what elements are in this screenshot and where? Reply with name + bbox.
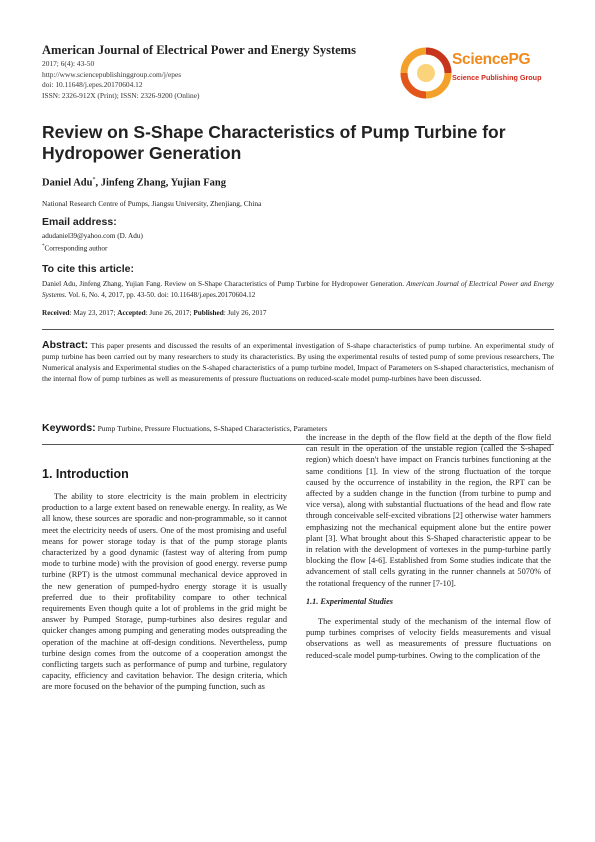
other-authors: , Jinfeng Zhang, Yujian Fang bbox=[95, 177, 226, 189]
article-dates bbox=[42, 309, 266, 317]
published-label: Published bbox=[193, 309, 224, 317]
meta-issn: ISSN: 2326-912X (Print); ISSN: 2326-9200 (Online) bbox=[42, 90, 200, 100]
affiliation: National Research Centre of Pumps, Jiangsu University, Zhenjiang, China bbox=[42, 199, 262, 208]
corresponding-mark: * bbox=[92, 177, 96, 183]
paper-title: Review on S-Shape Characteristics of Pump Turbine for Hydropower Generation bbox=[42, 122, 506, 163]
cite-heading: To cite this article: bbox=[42, 263, 134, 275]
logo-tagline: Science Publishing Group bbox=[452, 73, 542, 82]
sciencepg-logo bbox=[400, 45, 550, 101]
subsection-heading: 1.1. Experimental Studies bbox=[306, 596, 393, 606]
citation-journal: American Journal of Electrical Power and Energy Systems bbox=[42, 280, 554, 299]
abstract-label: Abstract: bbox=[42, 339, 89, 351]
paragraph: The experimental study of the mechanism of the internal flow of pump turbines comprises of velocity fields measurements and visual observations as well as measurements of pressure fluctuations on reduced-scale model pump-turbines. Owing to the complication of the bbox=[306, 617, 551, 660]
right-column bbox=[306, 432, 551, 661]
left-column bbox=[42, 491, 287, 693]
email-heading: Email address: bbox=[42, 216, 117, 228]
logo-ring-icon bbox=[400, 47, 452, 99]
corresponding-note: Corresponding author bbox=[44, 243, 108, 252]
abstract-text: This paper presents and discussed the results of an experimental investigation of S-shape characteristics of pump turbine. An experimental study of pump turbine has been carried out by many researchers to study its characteristics. By using the experimental results of tested pump of some previous researchers, The Numerical analysis and Experimental studies on the S-shaped characteristics of a pump turbine model, Impact of Parameters on S-shaped characteristics, mechanism of the internal flow of pump turbines as well as measurements of pressure fluctuations on reduced-scale model pump-turbines have been discussed. bbox=[42, 341, 554, 383]
paragraph: The ability to store electricity is the main problem in electricity production to a large extent based on renewable energy. In reality, as We all know, these sources are sporadic and non-programmable, so it cannot meet the electricity needs of users. One of the most promising and useful means for power storage today is that of the pump storage plants characterized by a good dynamic (fastest way of altering from pump mode to turbine mode) with the provision of good energy. reverse pump turbine (RPT) is the utmost communal mechanical device approved in the new generation of pumped-hydro energy storage it is usually preferred due to their profitability compare to other technical requirements Even though quite a lot of problems in the grid might be answer by Pumped Storage, pump-turbines also desires regular and quicker changes among pumping and generating modes outspreading the operation of the machine at off-design conditions. Nevertheless, pump turbine design comes from the outcome of a cooperation amongst the conflicting targets such as performance of pump and turbine, regulatory capacity, efficiency and cavitation behavior. The design criteria, which are more focused on the behavior of the pumping function, such as bbox=[42, 492, 287, 692]
section-heading-introduction: 1. Introduction bbox=[42, 467, 129, 481]
journal-meta bbox=[42, 59, 199, 101]
logo-wordmark: SciencePG bbox=[452, 51, 531, 68]
corresponding-note-mark: * bbox=[42, 243, 45, 249]
divider-top bbox=[42, 329, 554, 330]
meta-url: http://www.sciencepublishinggroup.com/j/epes bbox=[42, 69, 182, 79]
keywords-text: Pump Turbine, Pressure Fluctuations, S-Shaped Characteristics, Parameters bbox=[95, 424, 328, 433]
email-address[interactable]: adudaniel39@yahoo.com (D. Adu) bbox=[42, 232, 143, 240]
citation bbox=[42, 279, 554, 301]
email-block bbox=[42, 231, 143, 253]
accepted-date: : June 26, 2017; bbox=[145, 309, 194, 317]
paragraph: the increase in the depth of the flow field at the depth of the flow field can result in the operation of the unstable region (called the S-shaped region) which doesn't have impact on Francis turbines functioning at the same conditions [1]. In view of the strong fluctuation of the torque caused by the occurrence of instability in the region, the RPT can be affected by a sudden change in the function (from turbine to pump and vice versa), along with substantial fluctuations of the head and flow rate through conceivable self-excited vibrations [2] otherwise water hammers emphasizing not the mechanical equipment alone but the entire power plant [3]. What brought about this S-Shaped characteristic appear to be in relation with the development of vortexes in the pump-turbine partly blocking the flow [4-6]. Established from Some studies indicate that the advancement of stall cells gyrating in the runner channels at 5070% of the rotational frequency of the runner [7-10]. bbox=[306, 433, 551, 588]
meta-doi: doi: 10.11648/j.epes.20170604.12 bbox=[42, 80, 143, 89]
abstract bbox=[42, 340, 554, 385]
meta-issue: 2017; 6(4): 43-50 bbox=[42, 59, 95, 68]
accepted-label: Accepted bbox=[117, 309, 146, 317]
first-author: Daniel Adu bbox=[42, 177, 93, 189]
received-date: : May 23, 2017; bbox=[69, 309, 118, 317]
published-date: : July 26, 2017 bbox=[223, 309, 267, 317]
received-label: Received bbox=[42, 309, 70, 317]
citation-tail: . Vol. 6, No. 4, 2017, pp. 43-50. doi: 10.11648/j.epes.20170604.12 bbox=[64, 291, 256, 299]
citation-text: Daniel Adu, Jinfeng Zhang, Yujian Fang. Review on S-Shape Characteristics of Pump Turbine for Hydropower Generation. bbox=[42, 280, 407, 288]
keywords-label: Keywords: bbox=[42, 422, 96, 434]
journal-title: American Journal of Electrical Power and Energy Systems bbox=[42, 43, 356, 57]
author-list bbox=[42, 177, 226, 189]
